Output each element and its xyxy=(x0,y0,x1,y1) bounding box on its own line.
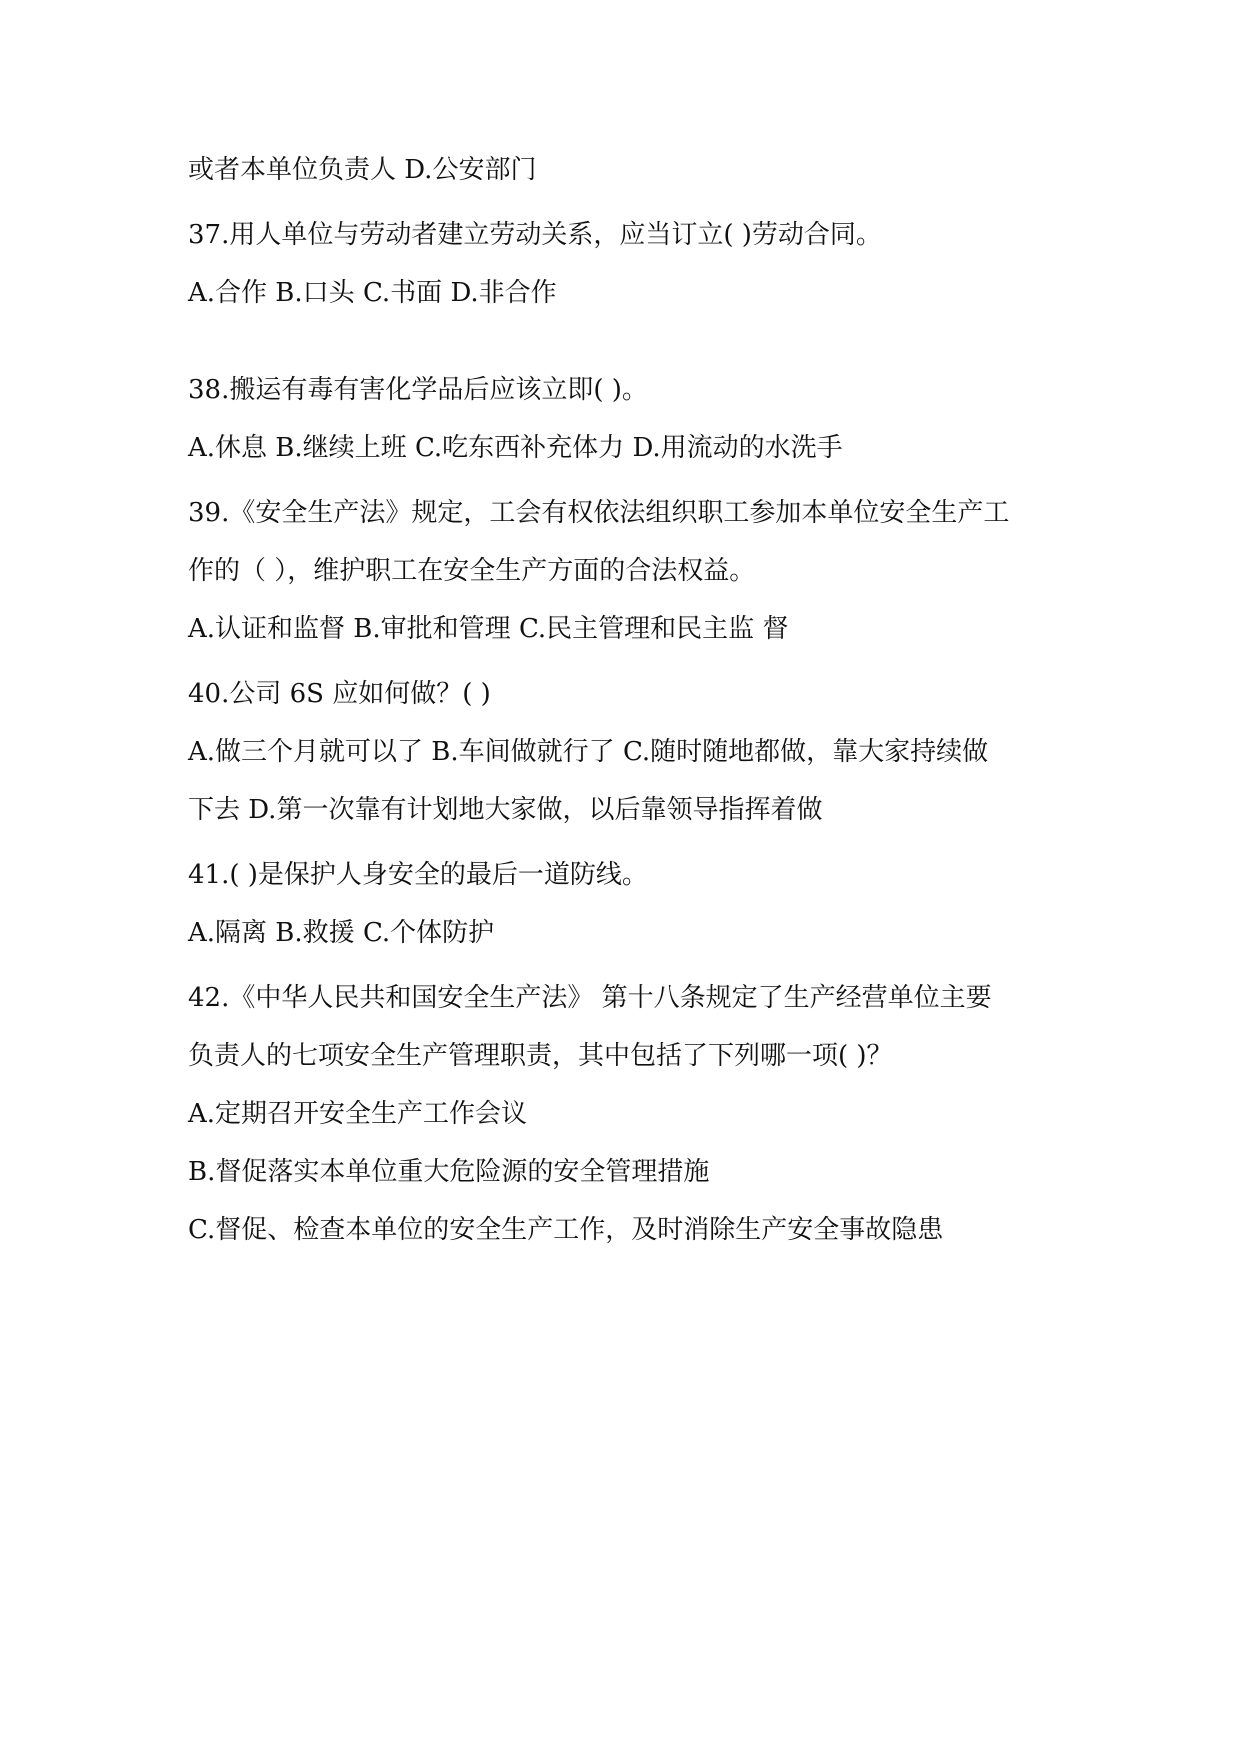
q40-options-line-2: 下去 D.第一次靠有计划地大家做，以后靠领导指挥着做 xyxy=(188,795,823,825)
q42-option-a: A.定期召开安全生产工作会议 xyxy=(188,1099,528,1129)
q42-option-c: C.督促、检查本单位的安全生产工作，及时消除生产安全事故隐患 xyxy=(188,1215,944,1245)
document-body xyxy=(188,152,1068,1249)
q39-question-line-2: 作的（ ），维护职工在安全生产方面的合法权益。 xyxy=(188,556,756,586)
q38-options: A.休息 B.继续上班 C.吃东西补充体力 D.用流动的水洗手 xyxy=(188,433,843,463)
q39-options: A.认证和监督 B.审批和管理 C.民主管理和民主监 督 xyxy=(188,614,789,644)
q42-question-line-1: 42.《中华人民共和国安全生产法》 第十八条规定了生产经营单位主要 xyxy=(188,983,992,1013)
q37-options: A.合作 B.口头 C.书面 D.非合作 xyxy=(188,278,557,308)
q40-question: 40.公司 6S 应如何做？( ) xyxy=(188,679,491,709)
q36-option-line: 或者本单位负责人 D.公安部门 xyxy=(188,155,537,185)
q39-question-line-1: 39.《安全生产法》规定，工会有权依法组织职工参加本单位安全生产工 xyxy=(188,498,1010,528)
q42-question-line-2: 负责人的七项安全生产管理职责，其中包括了下列哪一项( )？ xyxy=(188,1041,893,1071)
q41-question: 41.( )是保护人身安全的最后一道防线。 xyxy=(188,860,648,890)
q37-question: 37.用人单位与劳动者建立劳动关系，应当订立( )劳动合同。 xyxy=(188,220,882,250)
q41-options: A.隔离 B.救援 C.个体防护 xyxy=(188,918,495,948)
q38-question: 38.搬运有毒有害化学品后应该立即( )。 xyxy=(188,375,648,405)
q42-option-b: B.督促落实本单位重大危险源的安全管理措施 xyxy=(188,1157,710,1187)
q40-options-line-1: A.做三个月就可以了 B.车间做就行了 C.随时随地都做，靠大家持续做 xyxy=(188,737,989,767)
